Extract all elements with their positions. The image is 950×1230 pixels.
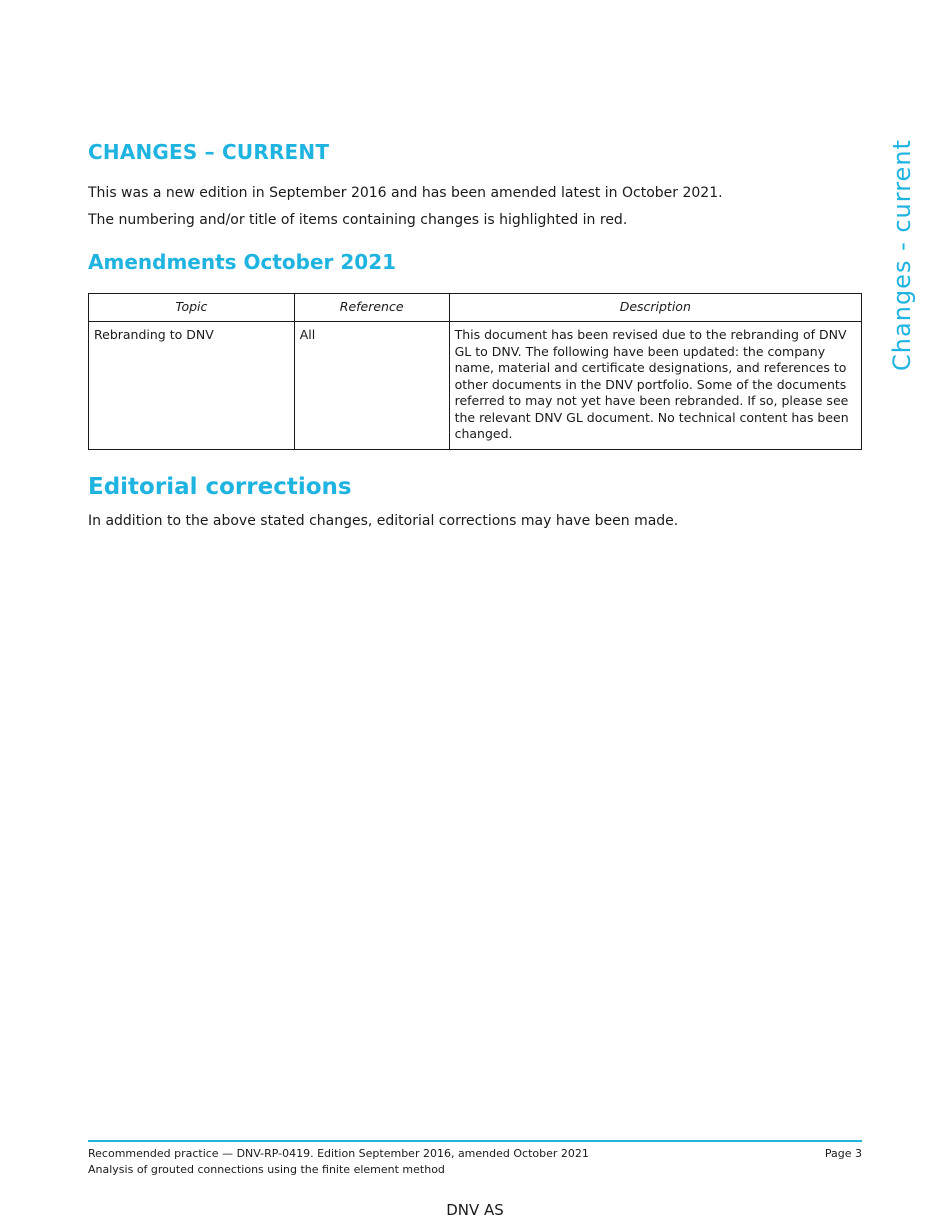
side-tab <box>872 140 932 375</box>
cell-topic: Rebranding to DNV <box>89 322 295 450</box>
intro-line-highlight: The numbering and/or title of items containing changes is highlighted in red. <box>88 212 628 228</box>
cell-description: This document has been revised due to the rebranding of DNV GL to DNV. The following have been updated: the company name, material and certificate designations, and references to other documents in the DNV portfolio. Some of the documents referred to may not yet have been rebranded. If so, please see the relevant DNV GL document. No technical content has been changed. <box>449 322 861 450</box>
amendments-heading: Amendments October 2021 <box>88 250 397 274</box>
changes-table <box>88 293 862 450</box>
header-topic: Topic <box>89 294 295 322</box>
intro <box>88 180 858 234</box>
editorial-text: In addition to the above stated changes, editorial corrections may have been made. <box>88 513 679 529</box>
table-header-row <box>89 294 862 322</box>
page-number: Page 3 <box>824 1147 862 1160</box>
side-tab-label: Changes - current <box>888 139 916 371</box>
company-name: DNV AS <box>446 1201 504 1219</box>
footer-document-info: Recommended practice — DNV-RP-0419. Edition September 2016, amended October 2021 <box>88 1147 589 1160</box>
footer-document-subtitle: Analysis of grouted connections using the finite element method <box>88 1163 445 1176</box>
page-title: CHANGES – CURRENT <box>88 140 330 164</box>
header-description: Description <box>449 294 861 322</box>
table-row <box>89 322 862 450</box>
intro-line-edition: This was a new edition in September 2016 and has been amended latest in October 2021. <box>88 185 723 201</box>
header-reference: Reference <box>294 294 449 322</box>
cell-reference: All <box>294 322 449 450</box>
editorial-heading: Editorial corrections <box>88 474 352 500</box>
footer-divider <box>88 1140 862 1142</box>
